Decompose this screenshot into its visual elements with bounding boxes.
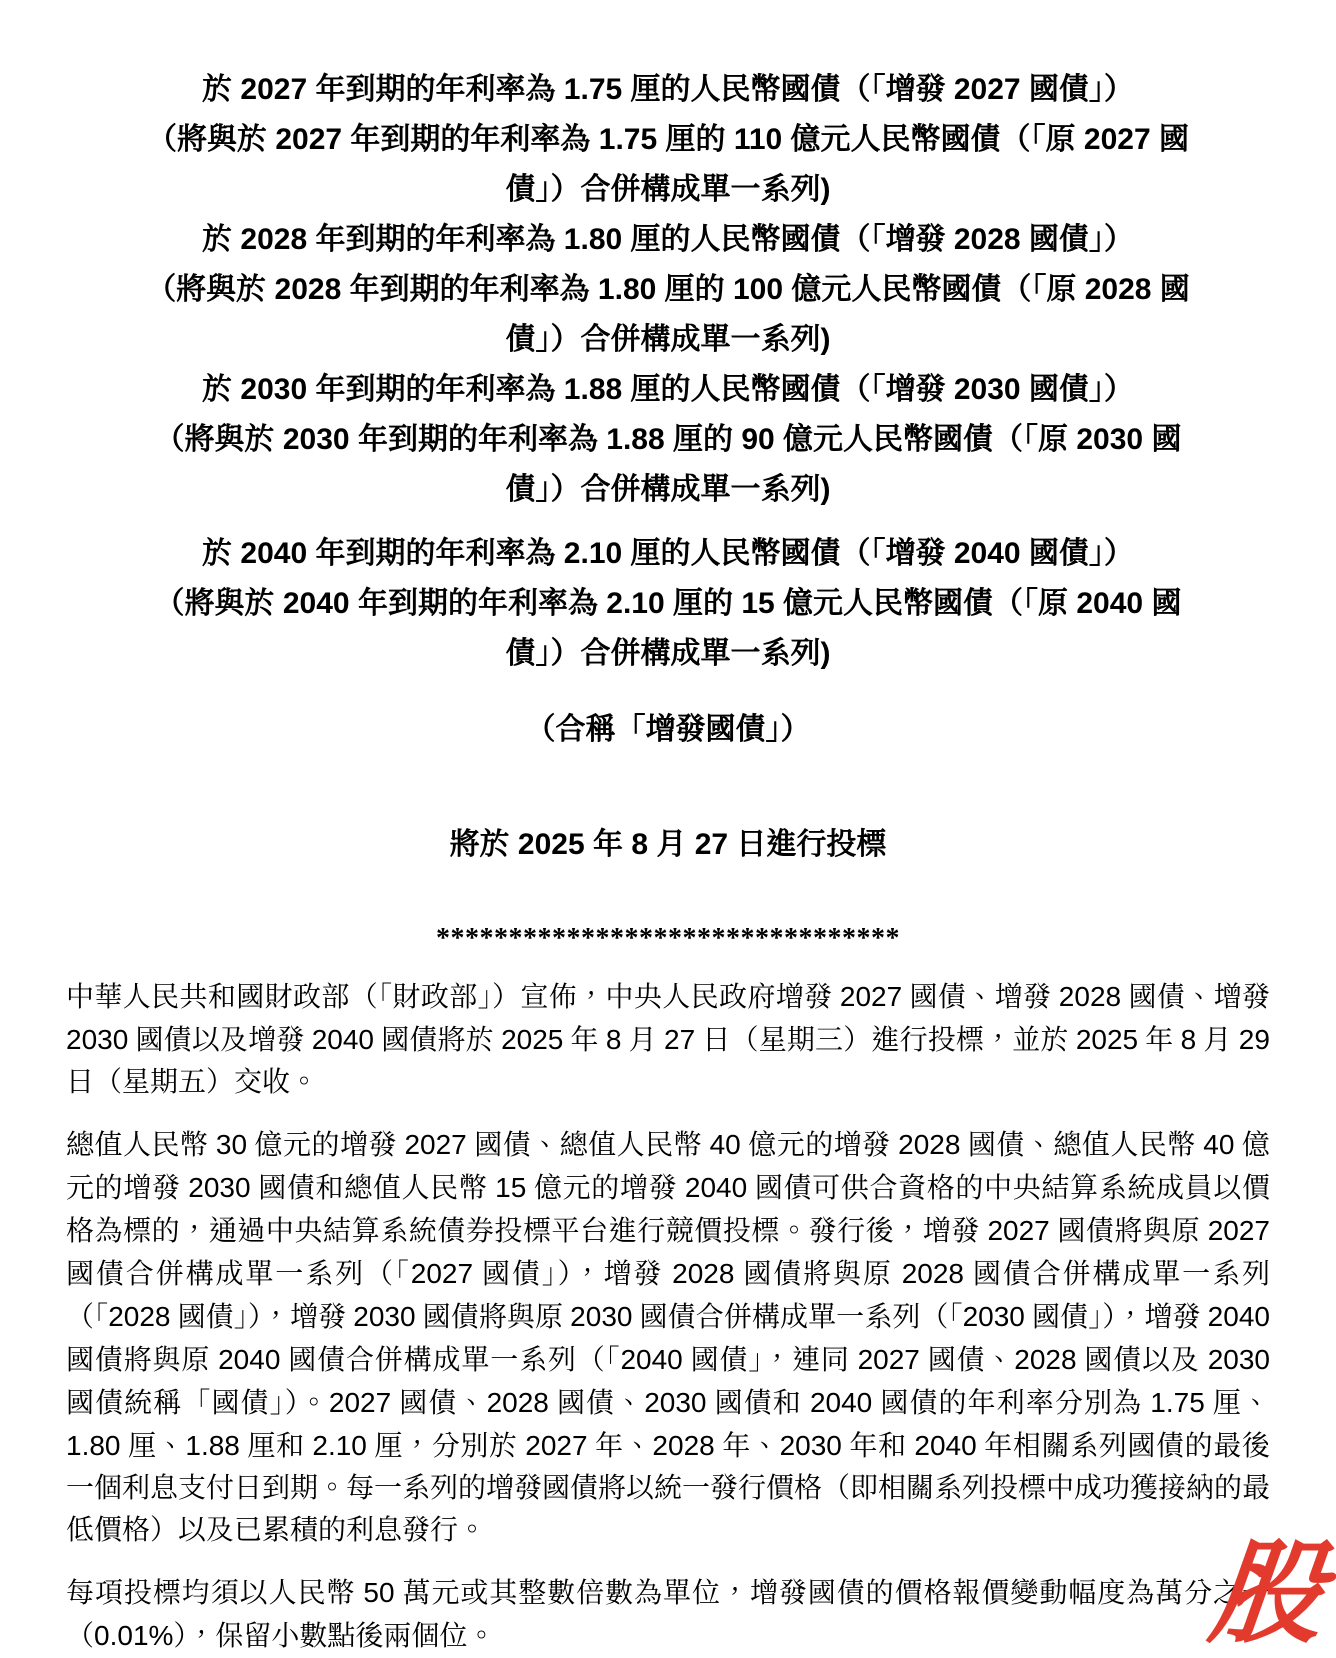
bond-heading-line: 債」）合併構成單一系列) (505, 173, 831, 206)
bond-heading-line: 於 2028 年到期的年利率為 1.80 厘的人民幣國債（「增發 2028 國債」） (202, 223, 1134, 256)
paragraph: 每項投標均須以人民幣 50 萬元或其整數倍數為單位，增發國債的價格報價變動幅度為萬分之一（0.01%），保留小數點後兩個位。 (66, 1577, 1270, 1652)
bond-heading-group-2040 (66, 529, 1270, 679)
bond-heading-line: （將與於 2030 年到期的年利率為 1.88 厘的 90 億元人民幣國債（「原 2030 國 (154, 423, 1182, 456)
paragraph: 中華人民共和國財政部（「財政部」）宣佈，中央人民政府增發 2027 國債、增發 2028 國債、增發 2030 國債以及增發 2040 國債將於 2025 年 8 月 27 日（星期三）進行投標，並於 2025 年 8 月 29 日（星期五）交收。 (66, 981, 1270, 1098)
announcement-body (66, 976, 1270, 1658)
bond-heading-group-2027 (66, 65, 1270, 215)
bond-heading-line: 債」）合併構成單一系列) (505, 323, 831, 356)
bond-heading-line: （將與於 2040 年到期的年利率為 2.10 厘的 15 億元人民幣國債（「原 2040 國 (154, 587, 1182, 620)
asterisk-separator: ******************************** (436, 923, 900, 954)
tender-date-line: 將於 2025 年 8 月 27 日進行投標 (449, 828, 887, 861)
bond-heading-line: （將與於 2027 年到期的年利率為 1.75 厘的 110 億元人民幣國債（「原 2027 國 (147, 123, 1189, 156)
bond-heading-group-2028 (66, 215, 1270, 365)
bond-heading-line: 債」）合併構成單一系列) (505, 637, 831, 670)
bond-heading-line: 於 2040 年到期的年利率為 2.10 厘的人民幣國債（「增發 2040 國債」） (202, 537, 1134, 570)
bond-heading-group-2030 (66, 365, 1270, 515)
bond-heading-line: 於 2027 年到期的年利率為 1.75 厘的人民幣國債（「增發 2027 國債」） (202, 73, 1134, 106)
paragraph: 總值人民幣 30 億元的增發 2027 國債、總值人民幣 40 億元的增發 2028 國債、總值人民幣 40 億元的增發 2030 國債和總值人民幣 15 億元的增發 2040 國債可供合資格的中央結算系統成員以價格為標的，通過中央結算系統債券投標平台進行競價投標。發行後，增發 2027 國債將與原 2027 國債合併構成單一系列（「2027 國債」），增發 2028 國債將與原 2028 國債合併構成單一系列（「2028 國債」），增發 2030 國債將與原 2030 國債合併構成單一系列（「2030 國債」），增發 2040 國債將與原 2040 國債合併構成單一系列（「2040 國債」，連同 2027 國債、2028 國債以及 2030 國債統稱「國債」）。2027 國債、2028 國債、2030 國債和 2040 國債的年利率分別為 1.75 厘、1.80 厘、1.88 厘和 2.10 厘，分別於 2027 年、2028 年、2030 年和 2040 年相關系列國債的最後一個利息支付日到期。每一系列的增發國債將以統一發行價格（即相關系列投標中成功獲接納的最低價格）以及已累積的利息發行。 (66, 1129, 1271, 1546)
stock-logo-glyph: 股 (1205, 1531, 1331, 1656)
bond-heading-line: （將與於 2028 年到期的年利率為 1.80 厘的 100 億元人民幣國債（「原 2028 國 (146, 273, 1190, 306)
collective-name-line: （合稱「增發國債」） (525, 713, 811, 746)
bond-heading-line: 於 2030 年到期的年利率為 1.88 厘的人民幣國債（「增發 2030 國債」） (202, 373, 1134, 406)
bond-headings (66, 65, 1270, 870)
bond-heading-line: 債」）合併構成單一系列) (505, 473, 831, 506)
